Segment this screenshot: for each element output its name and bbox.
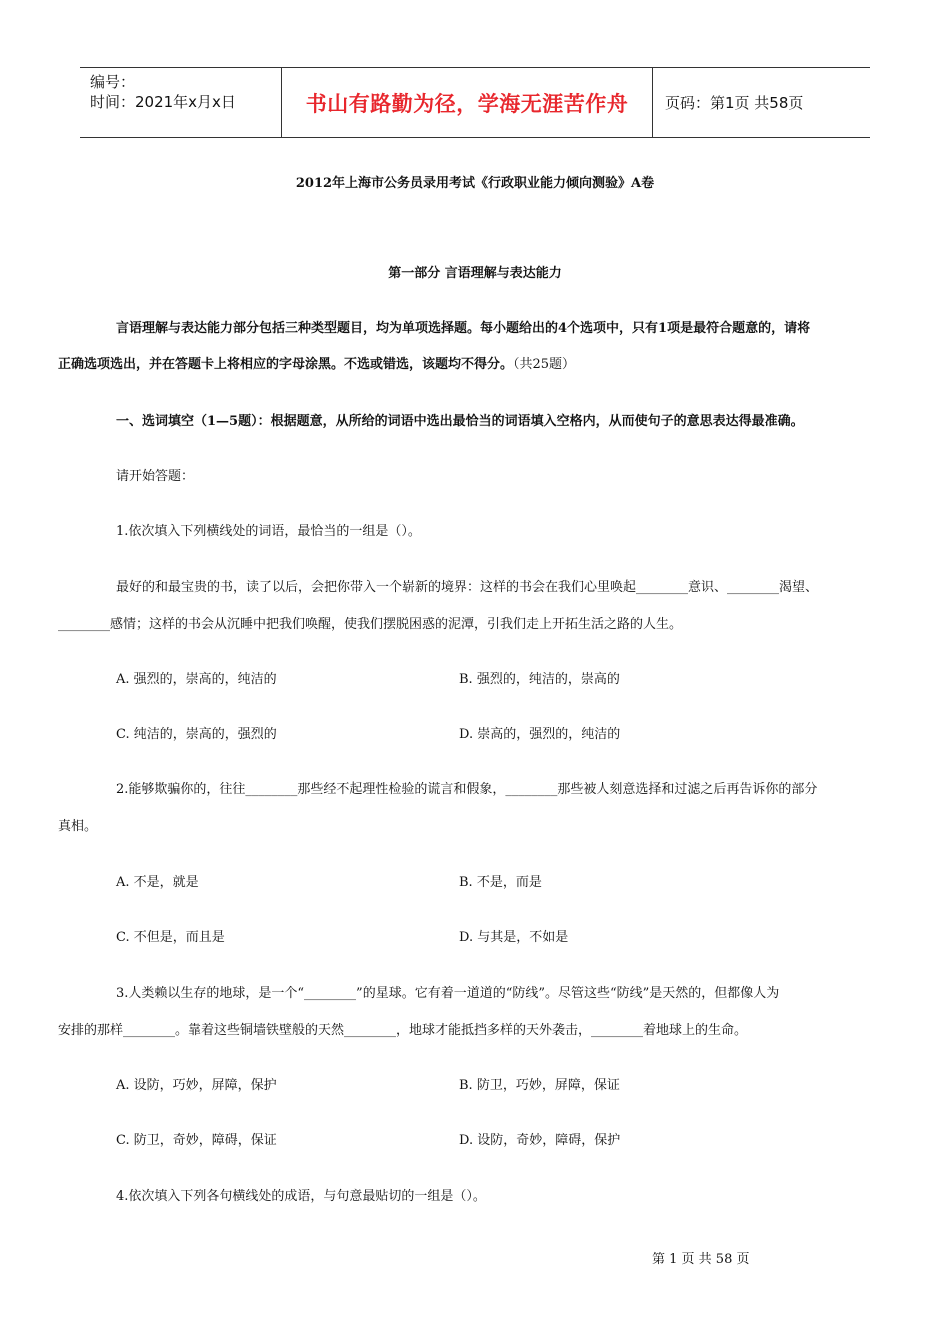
- header-motto: 书山有路勤为径，学海无涯苦作舟: [305, 91, 629, 116]
- question-2-option-c: C. 不但是，而且是: [116, 930, 225, 945]
- header-center-cell: [281, 68, 653, 137]
- page-footer: 第 1 页 共 58 页: [652, 1252, 750, 1267]
- question-3-text-line-2: 安排的那样________。靠着这些铜墙铁壁般的天然________，地球才能抵挡多样的天外袭击，________着地球上的生命。: [58, 1023, 748, 1038]
- question-1-option-c: C. 纯洁的，崇高的，强烈的: [116, 727, 277, 742]
- header-page-label: 页码：第1页 共58页: [665, 94, 804, 112]
- question-4-stem: 4.依次填入下列各句横线处的成语，与句意最贴切的一组是（）。: [116, 1189, 486, 1204]
- section-heading: 一、选词填空（1—5题）：根据题意，从所给的词语中选出最恰当的词语填入空格内，从而使句子的意思表达得最准确。: [116, 414, 804, 429]
- question-1-option-d: D. 崇高的，强烈的，纯洁的: [459, 727, 621, 742]
- question-2-option-d: D. 与其是，不如是: [459, 930, 569, 945]
- question-1-text-line-1: 最好的和最宝贵的书，读了以后，会把你带入一个崭新的境界：这样的书会在我们心里唤起________意识、________渴望、: [116, 580, 819, 595]
- header-left-cell: [80, 68, 281, 137]
- part-title: 第一部分 言语理解与表达能力: [388, 266, 562, 281]
- question-1-option-b: B. 强烈的，纯洁的，崇高的: [459, 672, 620, 687]
- question-3-option-b: B. 防卫，巧妙，屏障，保证: [459, 1078, 620, 1093]
- intro-line-1: 言语理解与表达能力部分包括三种类型题目，均为单项选择题。每小题给出的4个选项中，只有1项是最符合题意的，请将: [116, 321, 811, 336]
- intro-line-2: [58, 353, 575, 372]
- question-2-option-a: A. 不是，就是: [116, 875, 199, 890]
- question-3-option-a: A. 设防，巧妙，屏障，保护: [116, 1078, 277, 1093]
- question-3-option-d: D. 设防，奇妙，障碍，保护: [459, 1133, 621, 1148]
- date-label: 时间：2021年x月x日: [90, 93, 236, 111]
- question-2-text-line-2: 真相。: [58, 819, 98, 834]
- question-2-text-line-1: 2.能够欺骗你的，往往________那些经不起理性检验的谎言和假象，________那些被人刻意选择和过滤之后再告诉你的部分: [116, 782, 818, 797]
- question-1-stem: 1.依次填入下列横线处的词语，最恰当的一组是（）。: [116, 524, 421, 539]
- question-3-option-c: C. 防卫，奇妙，障碍，保证: [116, 1133, 277, 1148]
- intro-line-2-bold: 正确选项选出，并在答题卡上将相应的字母涂黑。不选或错选，该题均不得分。: [58, 357, 514, 372]
- document-title: 2012年上海市公务员录用考试《行政职业能力倾向测验》A卷: [295, 176, 655, 191]
- page-header: [80, 67, 870, 138]
- header-right-cell: [653, 68, 870, 137]
- question-1-text-line-2: ________感情；这样的书会从沉睡中把我们唤醒，使我们摆脱困惑的泥潭，引我们走上开拓生活之路的人生。: [58, 617, 683, 632]
- question-2-option-b: B. 不是，而是: [459, 875, 542, 890]
- question-1-option-a: A. 强烈的，崇高的，纯洁的: [116, 672, 277, 687]
- start-prompt: 请开始答题：: [116, 469, 195, 484]
- intro-line-2-tail: （共25题）: [513, 357, 576, 372]
- serial-label: 编号：: [90, 73, 136, 91]
- question-3-text-line-1: 3.人类赖以生存的地球，是一个“________”的星球。它有着一道道的“防线”。尽管这些“防线”是天然的，但都像人为: [116, 986, 780, 1001]
